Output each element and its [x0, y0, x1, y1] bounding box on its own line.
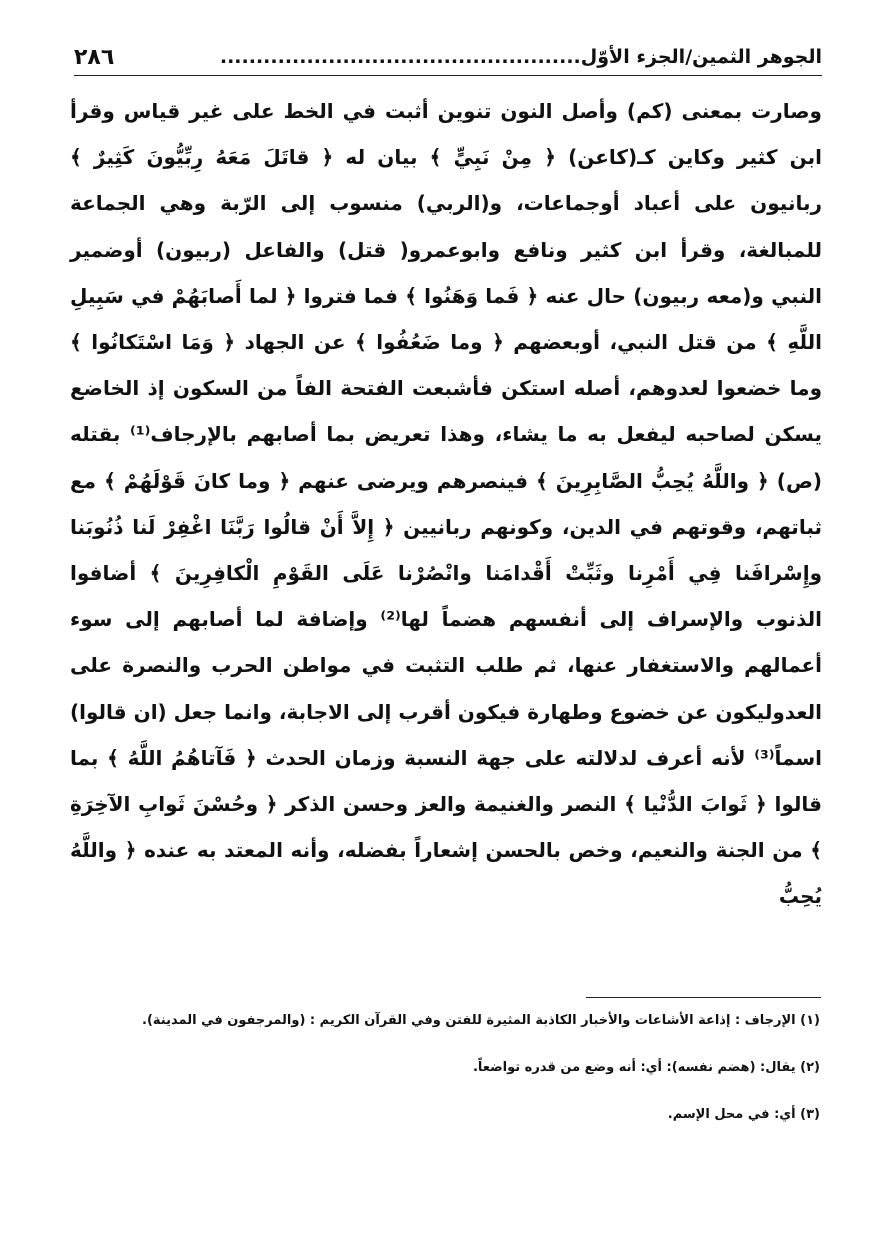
main-text [70, 88, 822, 920]
header-rule [74, 75, 822, 76]
dot-leader: .................................................. [219, 46, 581, 68]
footnote-1: (١) الإرجاف : إذاعة الأشاعات والأخبار الكاذبة المثيرة للفتن وفي القرآن الكريم : (والمرجفون في المدينة). [142, 1013, 820, 1028]
footnote-2: (٢) يقال: (هضم نفسه): أي: أنه وضع من قدره تواضعاً. [472, 1060, 820, 1075]
footnote-separator [586, 997, 821, 998]
running-title [220, 46, 822, 68]
footnote-3: (٣) أي: في محل الإسم. [667, 1107, 820, 1122]
running-title-text: الجوهر الثمين/الجزء الأوّل [580, 46, 822, 68]
main-paragraph: وصارت بمعنى (كم) وأصل النون تنوين أثبت في الخط على غير قياس وقرأ ابن كثير وكاين كـ(كاعن) ﴿ مِنْ نَبِيٍّ ﴾ بيان له ﴿ قاتَلَ مَعَهُ رِبِّيُّونَ كَثِيرٌ ﴾ ربانيون على أعباد أوجماعات، و(الربي) منسوب إلى الرّبة وهي الجماعة للمبالغة، وقرأ ابن كثير ونافع وابوعمرو( قتل) والفاعل (ربيون) أوضمير النبي و(معه ربيون) حال عنه ﴿ فَما وَهَنُوا ﴾ فما فتروا ﴿ لما أَصابَهُمْ في سَبِيلِ اللَّهِ ﴾ من قتل النبي، أوبعضهم ﴿ وما ضَعُفُوا ﴾ عن الجهاد ﴿ وَمَا اسْتَكانُوا ﴾ وما خضعوا لعدوهم، أصله استكن فأشبعت الفتحة الفاً من السكون إذ الخاضع يسكن لصاحبه ليفعل به ما يشاء، وهذا تعريض بما أصابهم بالإرجاف⁽¹⁾ بقتله (ص) ﴿ واللَّهُ يُحِبُّ الصَّابِرِينَ ﴾ فينصرهم ويرضى عنهم ﴿ وما كانَ قَوْلَهُمْ ﴾ مع ثباتهم، وقوتهم في الدين، وكونهم ربانيين ﴿ إِلاَّ أَنْ قالُوا رَبَّنَا اغْفِرْ لَنا ذُنُوبَنا وإِسْرافَنا فِي أَمْرِنا وثَبِّتْ أَقْدامَنا وانْصُرْنا عَلَى القَوْمِ الْكافِرِينَ ﴾ أضافوا الذنوب والإسراف إلى أنفسهم هضماً لها⁽²⁾ وإضافة لما أصابهم إلى سوء أعمالهم والاستغفار عنها، ثم طلب التثبت في مواطن الحرب والنصرة على العدوليكون عن خضوع وطهارة فيكون أقرب إلى الاجابة، وانما جعل (ان قالوا) اسماً⁽³⁾ لأنه أعرف لدلالته على جهة النسبة وزمان الحدث ﴿ فَآتاهُمُ اللَّهُ ﴾ بما قالوا ﴿ ثَوابَ الدُّنْيا ﴾ النصر والغنيمة والعز وحسن الذكر ﴿ وحُسْنَ ثَوابِ الآخِرَةِ ﴾ من الجنة والنعيم، وخص بالحسن إشعاراً بفضله، وأنه المعتد به عنده ﴿ واللَّهُ يُحِبُّ [70, 99, 822, 909]
running-header [74, 40, 822, 74]
page-number: ٢٨٦ [74, 44, 115, 70]
footnotes [142, 1008, 820, 1149]
